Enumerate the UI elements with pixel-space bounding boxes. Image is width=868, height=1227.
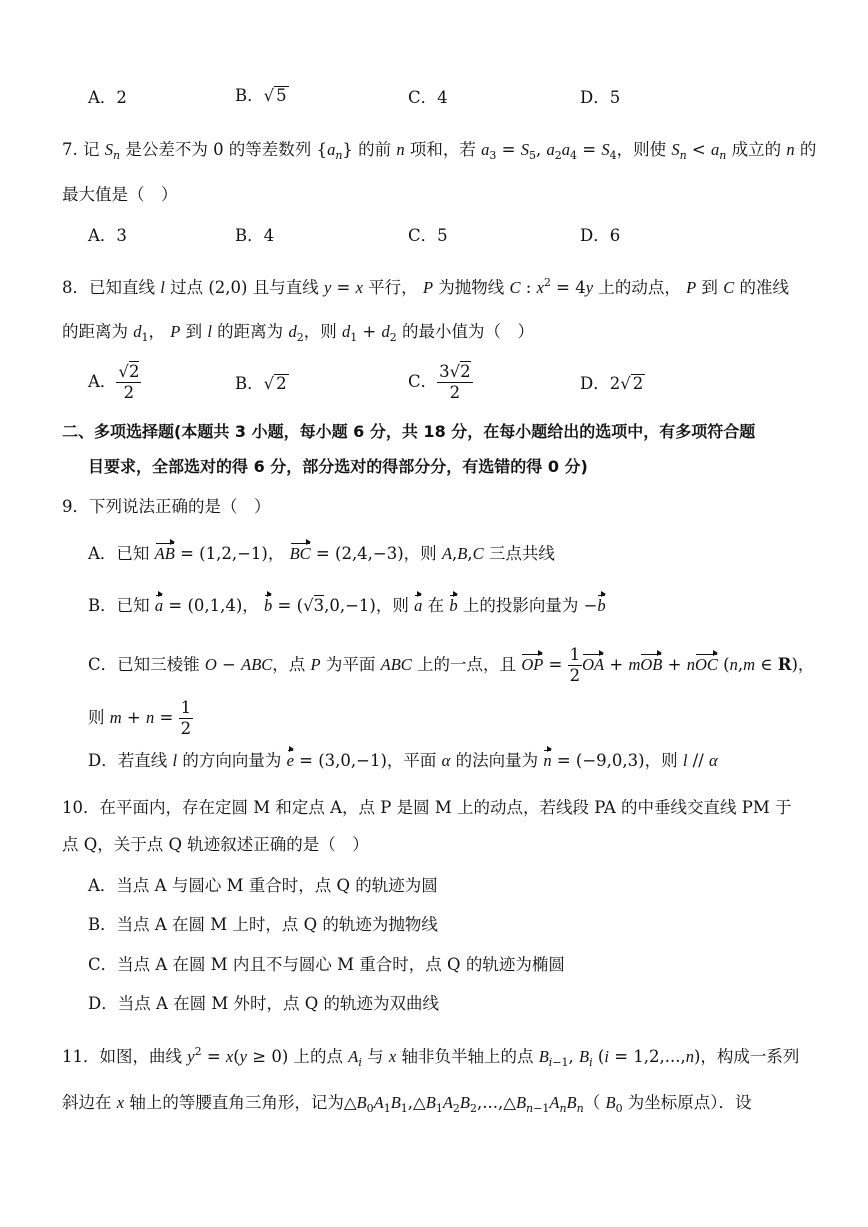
q10-option-b: B．当点 A 在圆 M 上时，点 Q 的轨迹为抛物线 — [88, 915, 438, 934]
q9-option-d: D．若直线 l 的方向向量为 e = (3,0,−1)，平面 α 的法向量为 n = (−9,0,3)，则 l // α — [88, 749, 718, 773]
q10-option-c: C．当点 A 在圆 M 内且不与圆心 M 重合时，点 Q 的轨迹为椭圆 — [88, 955, 565, 974]
q7-option-b: B．4 — [235, 226, 275, 245]
q7-option-c: C．5 — [408, 226, 448, 245]
q8-option-c: C． $\frac{3√2}{2}$ — [408, 362, 471, 402]
q8-option-a: A． $\frac{√2}{2}$ — [88, 362, 140, 402]
q9-option-a: A．已知 AB = (1,2,−1)， BC = (2,4,−3)，则 A,B,C 三点共线 — [88, 542, 555, 566]
q6-option-b: B．√ 5 — [235, 86, 287, 105]
q10-stem-line1: 10．在平面内，存在定圆 M 和定点 A，点 P 是圆 M 上的动点，若线段 PA 的中垂线交直线 PM 于 — [62, 798, 792, 817]
q6-option-c: C．4 — [408, 88, 448, 107]
q7-stem-line1: 7. 记 $S_n$ 是公差不为 0 的等差数列 $\{a_n\}$ 的前 n 项和，若 $a_3 = S_5$, $a_2a_4 = S_4$，则使 $S_n < a_n$ 成立的 n 的 — [62, 140, 817, 162]
q8-stem-line1: 8．已知直线 l 过点 (2,0) 且与直线 y = x 平行， P 为抛物线 C : $x^2 = 4y$ 上的动点， P 到 C 的准线 — [62, 276, 789, 297]
q10-option-d: D．当点 A 在圆 M 外时，点 Q 的轨迹为双曲线 — [88, 994, 440, 1013]
q6-option-a: A．2 — [88, 88, 127, 107]
q9-option-c-line2: 则 m + n = $\frac{1}{2}$ — [88, 698, 192, 738]
q8-stem-line2: 的距离为 $d_1$， P 到 l 的距离为 $d_2$，则 $d_1 + d_2$ 的最小值为（ ） — [62, 322, 535, 344]
q11-stem-line1: 11．如图，曲线 $y^2 = x(y \ge 0)$ 上的点 $A_i$ 与 x 轴非负半轴上的点 $B_{i-1}$, $B_i$ (i = 1,2,...,n)，构成一系列 — [62, 1045, 800, 1069]
section2-heading-line1: 二、多项选择题(本题共 3 小题，每小题 6 分，共 18 分，在每小题给出的选项中，有多项符合题 — [62, 422, 756, 441]
q9-stem: 9．下列说法正确的是（ ） — [62, 497, 271, 516]
q11-stem-line2: 斜边在 x 轴上的等腰直角三角形，记为$\triangle B_0A_1B_1,\triangle B_1A_2B_2,...,\triangle B_{n-1}A_nB_n$（ $B_0$ 为坐标原点）．设 — [62, 1093, 752, 1115]
q8-option-d: D．2√ 2 — [580, 374, 644, 393]
q9-option-c-line1: C．已知三棱锥 O − ABC，点 P 为平面 ABC 上的一点，且 OP = $\frac{1}{2}$ OA + mOB + nOC (n,m ∈ R)， — [88, 645, 815, 685]
q6-option-d: D．5 — [580, 88, 621, 107]
q9-option-b: B．已知 a = (0,1,4)， b = (√3,0,−1)，则 a 在 b 上的投影向量为 −b — [88, 594, 606, 618]
q7-stem-line2: 最大值是（ ） — [62, 185, 178, 204]
q10-option-a: A．当点 A 与圆心 M 重合时，点 Q 的轨迹为圆 — [88, 876, 438, 895]
section2-heading-line2: 目要求，全部选对的得 6 分，部分选对的得部分分，有选错的得 0 分) — [88, 457, 588, 476]
q8-option-b: B．√ 2 — [235, 374, 287, 393]
q7-option-d: D．6 — [580, 226, 621, 245]
q7-option-a: A．3 — [88, 226, 127, 245]
q10-stem-line2: 点 Q，关于点 Q 轨迹叙述正确的是（ ） — [62, 835, 369, 854]
